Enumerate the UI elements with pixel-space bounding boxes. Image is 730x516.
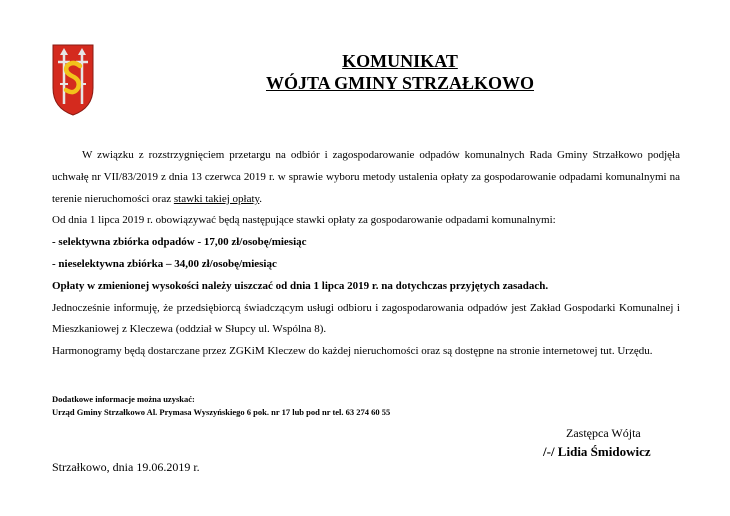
info-contact: Urząd Gminy Strzałkowo Al. Prymasa Wyszyńskiego 6 pok. nr 17 lub pod nr tel. 63 274 60 55 [52, 407, 391, 417]
info-heading: Dodatkowe informacje można uzyskać: [52, 394, 195, 404]
paragraph-payment: Opłaty w zmienionej wysokości należy uiszczać od dnia 1 lipca 2019 r. na dotychczas przyjętych zasadach. [52, 279, 549, 292]
paragraph-resolution [52, 145, 680, 210]
title-line-2: WÓJTA GMINY STRZAŁKOWO [265, 73, 535, 93]
announcement-title [200, 50, 600, 94]
rates-link[interactable]: stawki takiej opłaty [173, 192, 260, 205]
coat-of-arms-icon [52, 44, 94, 116]
signature-name: /-/ Lidia Śmidowicz [543, 444, 651, 459]
paragraph-schedules: Harmonogramy będą dostarczane przez ZGKiM Kleczew do każdej nieruchomości oraz są dostępne na stronie internetowej tut. Urzędu. [52, 345, 653, 358]
rate-selective: - selektywna zbiórka odpadów - 17,00 zł/osobę/miesiąc [52, 236, 307, 249]
paragraph-contractor: Jednocześnie informuję, że przedsiębiorcą świadczącym usługi odbioru i zagospodarowania odpadów jest Zakład Gospodarki Komunalnej i Mieszkaniowej z Kleczewa (oddział w Słupcy ul. Wspólna 8). [52, 301, 680, 336]
title-line-1: KOMUNIKAT [342, 51, 458, 71]
place-date: Strzałkowo, dnia 19.06.2019 r. [52, 460, 200, 474]
paragraph-rates-intro: Od dnia 1 lipca 2019 r. obowiązywać będą następujące stawki opłaty za gospodarowanie odpadami komunalnymi: [52, 214, 556, 227]
paragraph-resolution-end: . [259, 192, 263, 205]
rate-nonselective: - nieselektywna zbiórka – 34,00 zł/osobę/miesiąc [52, 257, 277, 270]
announcement-body [52, 145, 680, 363]
paragraph-resolution-text: W związku z rozstrzygnięciem przetargu na odbiór i zagospodarowanie odpadów komunalnych Rada Gminy Strzałkowo podjęła uchwałę nr VII/83/2019 z dnia 13 czerwca 2019 r. w sprawie wyboru metody ustalenia opłaty za gospodarowanie odpadami komunalnymi na terenie nieruchomości oraz [52, 149, 680, 205]
additional-info [52, 393, 390, 419]
signature-role: Zastępca Wójta [566, 426, 641, 440]
